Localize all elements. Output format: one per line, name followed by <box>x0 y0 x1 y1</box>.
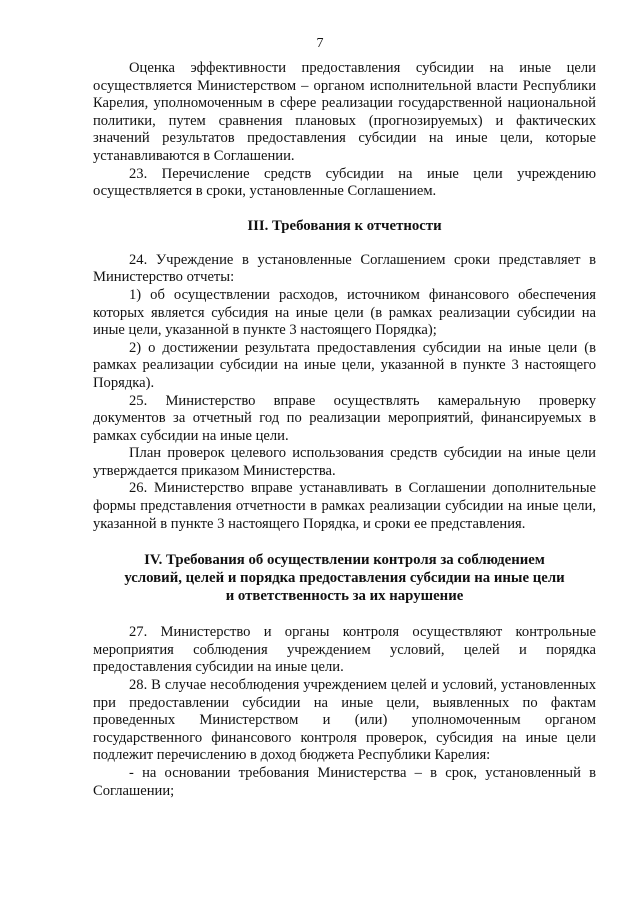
paragraph-28: 28. В случае несоблюдения учреждением целей и условий, установленных при предоставлении субсидии на иные цели, выявленных по фактам проведенных Министерством и (или) уполномоченным органом государственного финансового контроля проверок, субсидия на иные цели подлежит перечислению в доход бюджета Республики Карелия: <box>93 677 596 764</box>
paragraph-26: 26. Министерство вправе устанавливать в Соглашении дополнительные формы представления отчетности в рамках реализации субсидии на иные цели, указанной в пункте 3 настоящего Порядка, и сроки ее представления. <box>93 480 596 532</box>
paragraph-28-item-1: - на основании требования Министерства – в срок, установленный в Соглашении; <box>93 765 596 799</box>
paragraph-24-item-1: 1) об осуществлении расходов, источником финансового обеспечения которых является субсидия на иные цели (в рамках реализации субсидии на иные цели, указанной в пункте 3 настоящего Порядка); <box>93 286 596 339</box>
spacer <box>93 533 596 551</box>
paragraph-assessment: Оценка эффективности предоставления субсидии на иные цели осуществляется Министерством – органом исполнительной власти Республики Карелия, уполномоченным в сфере реализации государственной национальной политики, путем сравнения плановых (прогнозируемых) и фактических значений результатов предоставления субсидии на иные цели, которые устанавливаются в Соглашении. <box>93 60 596 164</box>
section-4-title-line-3: и ответственность за их нарушение <box>225 588 464 605</box>
paragraph-25-plan: План проверок целевого использования средств субсидии на иные цели утверждается приказом Министерства. <box>93 445 596 479</box>
spacer <box>93 201 596 217</box>
paragraph-23: 23. Перечисление средств субсидии на иные цели учреждению осуществляется в сроки, установленные Соглашением. <box>93 165 596 200</box>
paragraph-25: 25. Министерство вправе осуществлять камеральную проверку документов за отчетный год по реализации мероприятий, финансируемых в рамках субсидии на иные цели. <box>93 392 596 444</box>
paragraph-24: 24. Учреждение в установленные Соглашением сроки представляет в Министерство отчеты: <box>93 251 596 286</box>
section-4-title <box>93 551 596 605</box>
spacer <box>93 605 596 624</box>
section-4-title-line-1: IV. Требования об осуществлении контроля за соблюдением <box>144 552 545 569</box>
page-number: 7 <box>316 36 324 51</box>
spacer <box>93 235 596 252</box>
section-3-title: III. Требования к отчетности <box>247 217 442 234</box>
paragraph-27: 27. Министерство и органы контроля осуществляют контрольные мероприятия соблюдения учреждением условий, целей и порядка предоставления субсидии на иные цели. <box>93 624 596 676</box>
section-4-title-line-2: условий, целей и порядка предоставления субсидии на иные цели <box>124 570 565 587</box>
page-body <box>93 60 596 800</box>
paragraph-24-item-2: 2) о достижении результата предоставления субсидии на иные цели (в рамках реализации субсидии на иные цели, указанной в пункте 3 настоящего Порядка). <box>93 339 596 391</box>
